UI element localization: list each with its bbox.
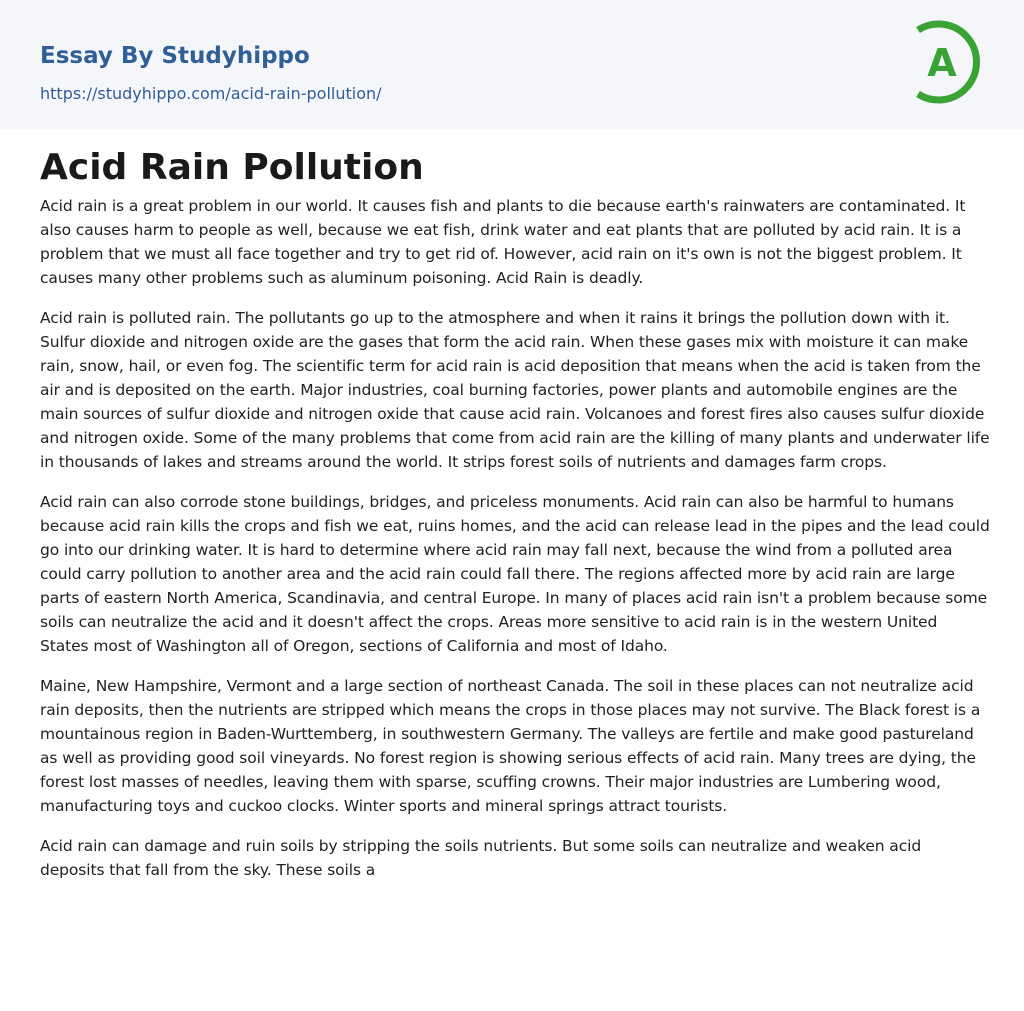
logo-letter: A — [927, 41, 957, 85]
essay-paragraph-1: Acid rain is a great problem in our world. It causes fish and plants to die because earth's rainwaters are contaminated. It also causes harm to people as well, because we eat fish, drink water and eat plants that are polluted by acid rain. It is a problem that we must all face together and try to get rid of. However, acid rain on it's own is not the biggest problem. It causes many other problems such as aluminum poisoning. Acid Rain is deadly. — [40, 197, 966, 287]
essay-paragraph-5: Acid rain can damage and ruin soils by stripping the soils nutrients. But some soils can neutralize and weaken acid deposits that fall from the sky. These soils a — [40, 837, 922, 879]
essay-title: Acid Rain Pollution — [40, 147, 424, 188]
essay-paragraph-4: Maine, New Hampshire, Vermont and a large section of northeast Canada. The soil in these places can not neutralize acid rain deposits, then the nutrients are stripped which means the crops in those places may not survive. The Black forest is a mountainous region in Baden-Wurttemberg, in southwestern Germany. The valleys are fertile and make good pastureland as well as providing good soil vineyards. No forest region is showing serious effects of acid rain. Many trees are dying, the forest lost masses of needles, leaving them with sparse, scuffing crowns. Their major industries are Lumbering wood, manufacturing toys and cuckoo clocks. Winter sports and mineral springs attract tourists. — [40, 677, 981, 815]
source-url-link[interactable]: https://studyhippo.com/acid-rain-pollution/ — [40, 84, 382, 103]
essay-paragraph-2: Acid rain is polluted rain. The pollutants go up to the atmosphere and when it rains it brings the pollution down with it. Sulfur dioxide and nitrogen oxide are the gases that form the acid rain. When these gases mix with moisture it can make rain, snow, hail, or even fog. The scientific term for acid rain is acid deposition that means when the acid is taken from the air and is deposited on the earth. Major industries, coal burning factories, power plants and automobile engines are the main sources of sulfur dioxide and nitrogen oxide that cause acid rain. Volcanoes and forest fires also causes sulfur dioxide and nitrogen oxide. Some of the many problems that come from acid rain are the killing of many plants and underwater life in thousands of lakes and streams around the world. It strips forest soils of nutrients and damages farm crops. — [40, 309, 990, 471]
essay-body — [40, 194, 990, 898]
page-header — [0, 0, 1024, 129]
studyhippo-logo-icon[interactable] — [912, 18, 988, 106]
site-brand[interactable]: Essay By Studyhippo — [40, 43, 310, 69]
essay-paragraph-3: Acid rain can also corrode stone buildings, bridges, and priceless monuments. Acid rain can also be harmful to humans because acid rain kills the crops and fish we eat, ruins homes, and the acid can release lead in the pipes and the lead could go into our drinking water. It is hard to determine where acid rain may fall next, because the wind from a polluted area could carry pollution to another area and the acid rain could fall there. The regions affected more by acid rain are large parts of eastern North America, Scandinavia, and central Europe. In many of places acid rain isn't a problem because some soils can neutralize the acid and it doesn't affect the crops. Areas more sensitive to acid rain is in the western United States most of Washington all of Oregon, sections of California and most of Idaho. — [40, 493, 990, 655]
